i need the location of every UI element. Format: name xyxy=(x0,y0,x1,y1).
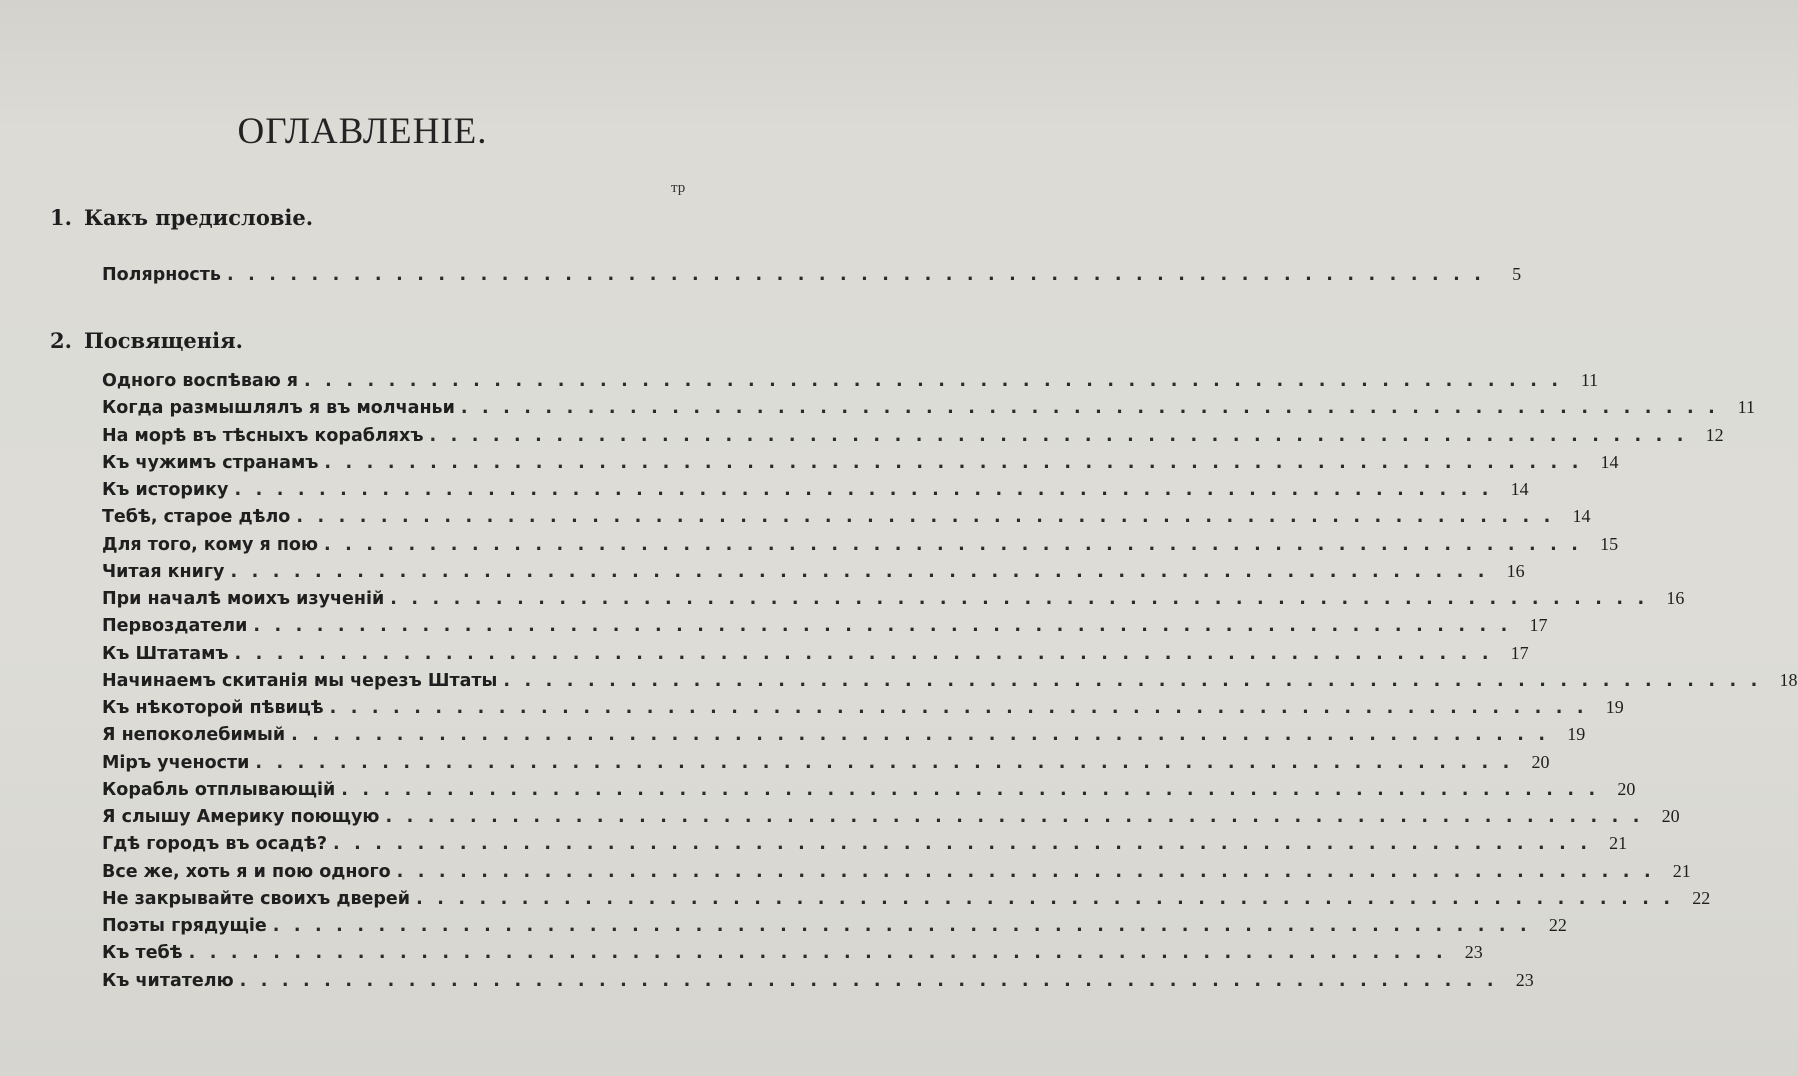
toc-entry xyxy=(102,915,1567,941)
toc-entry xyxy=(102,833,1628,859)
dot-leader: . . . . . . . . . . . . . . . . . . . . . . . . . . . . . . . . . . . . . . . . . . . . . . . . . . . . . . . . . . . . xyxy=(234,643,1493,664)
toc-entry-page: 11 xyxy=(1580,370,1599,390)
toc-entry-title: Къ историку xyxy=(102,480,229,500)
page-title: ОГЛАВЛЕНIЕ. xyxy=(237,111,488,152)
toc-entry-title: Гдѣ городъ въ осадѣ? xyxy=(102,834,328,855)
dot-leader: . . . . . . . . . . . . . . . . . . . . . . . . . . . . . . . . . . . . . . . . . . . . . . . . . . . . . . . . . . . . xyxy=(333,834,1592,855)
dot-leader: . . . . . . . . . . . . . . . . . . . . . . . . . . . . . . . . . . . . . . . . . . . . . . . . . . . . . . . . . . . . xyxy=(460,398,1720,419)
dot-leader: . . . . . . . . . . . . . . . . . . . . . . . . . . . . . . . . . . . . . . . . . . . . . . . . . . . . . . . . . . . . xyxy=(396,861,1655,882)
toc-entry xyxy=(102,778,1636,805)
dot-leader: . . . . . . . . . . . . . . . . . . . . . . . . . . . . . . . . . . . . . . . . . . . . . . . . . . . . . . . . . . . . xyxy=(429,425,1688,446)
toc-entry xyxy=(102,506,1591,532)
toc-entry xyxy=(102,724,1586,750)
toc-entry-title: Къ чужимъ странамъ xyxy=(102,452,319,473)
dot-leader: . . . . . . . . . . . . . . . . . . . . . . . . . . . . . . . . . . . . . . . . . . . . . . . . . . . . . . . . . . . . xyxy=(416,888,1675,909)
toc-entry xyxy=(102,533,1619,560)
toc-entry-page: 18 xyxy=(1779,669,1798,690)
dot-leader: . . . . . . . . . . . . . . . . . . . . . . . . . . . . . . . . . . . . . . . . . . . . . . . . . . . . . . . . . . . . xyxy=(226,265,1486,285)
toc-entry-title: Къ Штатамъ xyxy=(102,643,229,664)
toc-entry-page: 20 xyxy=(1531,751,1550,772)
toc-entry-title: Поэты грядущiе xyxy=(102,916,267,936)
dot-leader: . . . . . . . . . . . . . . . . . . . . . . . . . . . . . . . . . . . . . . . . . . . . . . . . . . . . . . . . . . . . xyxy=(296,507,1555,528)
toc-entry-title: На морѣ въ тѣсныхъ корабляхъ xyxy=(102,425,424,446)
toc-entry-page: 17 xyxy=(1529,615,1548,636)
dot-leader: . . . . . . . . . . . . . . . . . . . . . . . . . . . . . . . . . . . . . . . . . . . . . . . . . . . . . . . . . . . . xyxy=(341,779,1600,800)
toc-entry xyxy=(102,424,1724,451)
toc-entry-page: 14 xyxy=(1600,451,1619,472)
dot-leader: . . . . . . . . . . . . . . . . . . . . . . . . . . . . . . . . . . . . . . . . . . . . . . . . . . . . . . . . . . . . xyxy=(188,943,1447,964)
section-title: Какъ предисловiе. xyxy=(83,205,314,230)
section-heading-2 xyxy=(50,328,243,353)
toc-entry-page: 23 xyxy=(1515,969,1534,990)
dot-leader: . . . . . . . . . . . . . . . . . . . . . . . . . . . . . . . . . . . . . . . . . . . . . . . . . . . . . . . . . . . . xyxy=(291,725,1550,746)
toc-entry-title: Для того, кому я пою xyxy=(102,534,318,555)
dot-leader: . . . . . . . . . . . . . . . . . . . . . . . . . . . . . . . . . . . . . . . . . . . . . . . . . . . . . . . . . . . . xyxy=(385,807,1644,827)
dot-leader: . . . . . . . . . . . . . . . . . . . . . . . . . . . . . . . . . . . . . . . . . . . . . . . . . . . . . . . . . . . . xyxy=(253,616,1512,637)
toc-entry xyxy=(102,397,1756,423)
toc-entry-title: Корабль отплывающiй xyxy=(102,779,336,800)
toc-entry-page: 19 xyxy=(1605,697,1624,717)
toc-entry xyxy=(102,860,1691,887)
toc-entry xyxy=(102,942,1483,968)
toc-entry-title: Къ читателю xyxy=(102,970,234,991)
toc-entry-page: 19 xyxy=(1567,724,1586,745)
toc-entry-title: Тебѣ, старое дѣло xyxy=(102,507,291,528)
toc-entry-title: При началѣ моихъ изученiй xyxy=(102,589,385,609)
section-heading-1 xyxy=(50,205,313,230)
toc-entry-page: 22 xyxy=(1692,887,1711,908)
toc-entry xyxy=(102,264,1522,290)
dot-leader: . . . . . . . . . . . . . . . . . . . . . . . . . . . . . . . . . . . . . . . . . . . . . . . . . . . . . . . . . . . . xyxy=(255,752,1514,773)
toc-entry-title: Когда размышлялъ я въ молчаньи xyxy=(102,398,455,419)
toc-entry-title: Я слышу Америку поющую xyxy=(102,807,380,827)
toc-entry xyxy=(102,642,1529,669)
dot-leader: . . . . . . . . . . . . . . . . . . . . . . . . . . . . . . . . . . . . . . . . . . . . . . . . . . . . . . . . . . . . xyxy=(272,916,1531,936)
toc-entry-page: 22 xyxy=(1548,915,1567,935)
toc-entry-title: Я непоколебимый xyxy=(102,725,286,746)
toc-entry xyxy=(102,697,1624,723)
section-number: 1. xyxy=(50,205,72,230)
toc-entry-page: 21 xyxy=(1609,833,1628,854)
toc-entry-page: 15 xyxy=(1600,533,1619,554)
toc-entry xyxy=(102,969,1534,996)
toc-entry xyxy=(102,751,1550,778)
dot-leader: . . . . . . . . . . . . . . . . . . . . . . . . . . . . . . . . . . . . . . . . . . . . . . . . . . . . . . . . . . . . xyxy=(329,698,1588,718)
toc-entry xyxy=(102,560,1525,587)
dot-leader: . . . . . . . . . . . . . . . . . . . . . . . . . . . . . . . . . . . . . . . . . . . . . . . . . . . . . . . . . . . . xyxy=(503,670,1762,691)
toc-entry xyxy=(102,588,1685,614)
toc-entry-page: 5 xyxy=(1512,264,1522,284)
toc-entry-page: 20 xyxy=(1661,806,1680,826)
toc-entry xyxy=(102,806,1680,832)
toc-entry-title: Все же, хоть я и пою одного xyxy=(102,861,391,882)
toc-entry-title: Первоздатели xyxy=(102,616,248,637)
dot-leader: . . . . . . . . . . . . . . . . . . . . . . . . . . . . . . . . . . . . . . . . . . . . . . . . . . . . . . . . . . . . xyxy=(230,561,1489,582)
toc-entry-title: Къ тебѣ xyxy=(102,943,183,964)
section-title: Посвященiя. xyxy=(83,328,243,353)
toc-entry-title: Полярность xyxy=(102,265,221,285)
toc-entry-page: 20 xyxy=(1617,778,1636,799)
toc-entry-title: Одного воспѣваю я xyxy=(102,371,299,391)
dot-leader: . . . . . . . . . . . . . . . . . . . . . . . . . . . . . . . . . . . . . . . . . . . . . . . . . . . . . . . . . . . . xyxy=(323,534,1583,555)
toc-entry xyxy=(102,451,1619,478)
dot-leader: . . . . . . . . . . . . . . . . . . . . . . . . . . . . . . . . . . . . . . . . . . . . . . . . . . . . . . . . . . . . xyxy=(239,970,1498,991)
toc-entry-page: 11 xyxy=(1737,397,1756,418)
toc-entry-page: 16 xyxy=(1666,588,1685,608)
dot-leader: . . . . . . . . . . . . . . . . . . . . . . . . . . . . . . . . . . . . . . . . . . . . . . . . . . . . . . . . . . . . xyxy=(234,480,1493,500)
toc-entry xyxy=(102,615,1548,641)
toc-entry-page: 23 xyxy=(1464,942,1483,963)
toc-entry-title: Мiръ учености xyxy=(102,752,250,773)
toc-entry-title: Къ нѣкоторой пѣвицѣ xyxy=(102,698,324,718)
toc-entry-page: 16 xyxy=(1506,560,1525,581)
toc-entry xyxy=(102,370,1599,396)
dot-leader: . . . . . . . . . . . . . . . . . . . . . . . . . . . . . . . . . . . . . . . . . . . . . . . . . . . . . . . . . . . . xyxy=(304,371,1563,391)
toc-entry-page: 12 xyxy=(1705,424,1724,445)
dot-leader: . . . . . . . . . . . . . . . . . . . . . . . . . . . . . . . . . . . . . . . . . . . . . . . . . . . . . . . . . . . . xyxy=(324,452,1583,473)
page-column-label: тр xyxy=(671,180,686,196)
toc-entry-page: 17 xyxy=(1510,642,1529,663)
toc-entry xyxy=(102,669,1798,696)
dot-leader: . . . . . . . . . . . . . . . . . . . . . . . . . . . . . . . . . . . . . . . . . . . . . . . . . . . . . . . . . . . . xyxy=(390,589,1649,609)
toc-entry xyxy=(102,479,1529,505)
toc-entry-page: 21 xyxy=(1672,860,1691,881)
toc-entry-title: Начинаемъ скитанiя мы черезъ Штаты xyxy=(102,670,498,691)
section-number: 2. xyxy=(50,328,72,353)
toc-entry-page: 14 xyxy=(1510,479,1529,499)
toc-entry xyxy=(102,887,1711,914)
toc-entry-title: Не закрывайте своихъ дверей xyxy=(102,888,411,909)
toc-entry-title: Читая книгу xyxy=(102,561,225,582)
toc-entry-page: 14 xyxy=(1572,506,1591,527)
